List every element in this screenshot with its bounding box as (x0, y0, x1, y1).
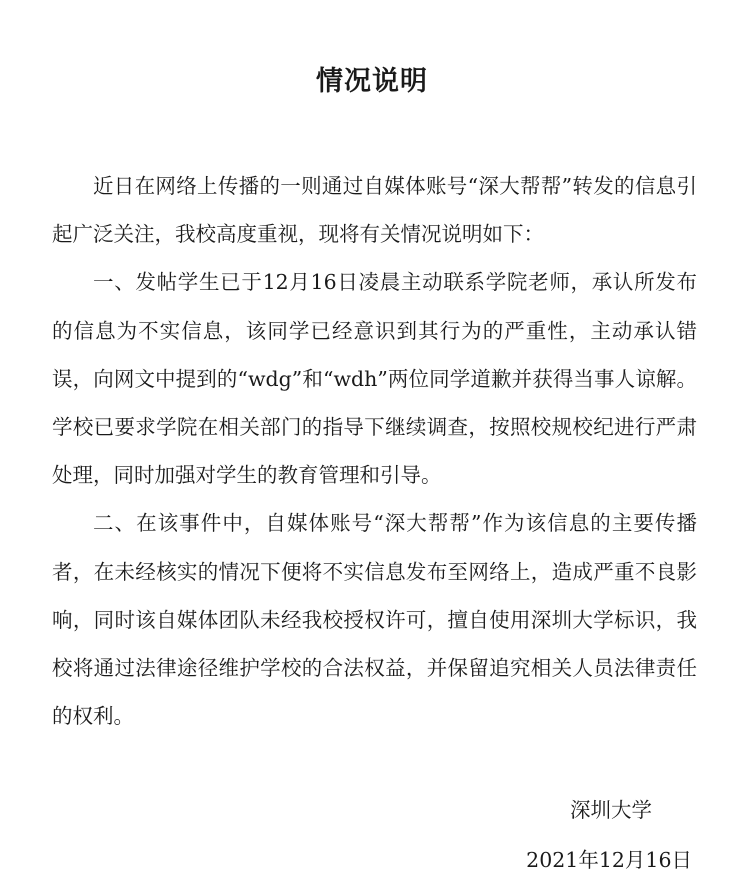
signature: 深圳大学 (570, 798, 652, 822)
document-title: 情况说明 (316, 66, 428, 97)
paragraph-point-one: 一、发帖学生已于12月16日凌晨主动联系学院老师，承认所发布的信息为不实信息，该同学已经意识到其行为的严重性，主动承认错误，向网文中提到的“wdg”和“wdh”两位同学道歉并获得当事人谅解。学校已要求学院在相关部门的指导下继续调查，按照校规校纪进行严肃处理，同时加强对学生的教育管理和引导。 (52, 270, 697, 488)
paragraph-point-two: 二、在该事件中，自媒体账号“深大帮帮”作为该信息的主要传播者，在未经核实的情况下便将不实信息发布至网络上，造成严重不良影响，同时该自媒体团队未经我校授权许可，擅自使用深圳大学标识，我校将通过法律途径维护学校的合法权益，并保留追究相关人员法律责任的权利。 (52, 511, 697, 729)
document-body (52, 162, 697, 740)
paragraph-intro: 近日在网络上传播的一则通过自媒体账号“深大帮帮”转发的信息引起广泛关注，我校高度重视，现将有关情况说明如下： (52, 174, 697, 247)
document-date: 2021年12月16日 (526, 848, 692, 872)
